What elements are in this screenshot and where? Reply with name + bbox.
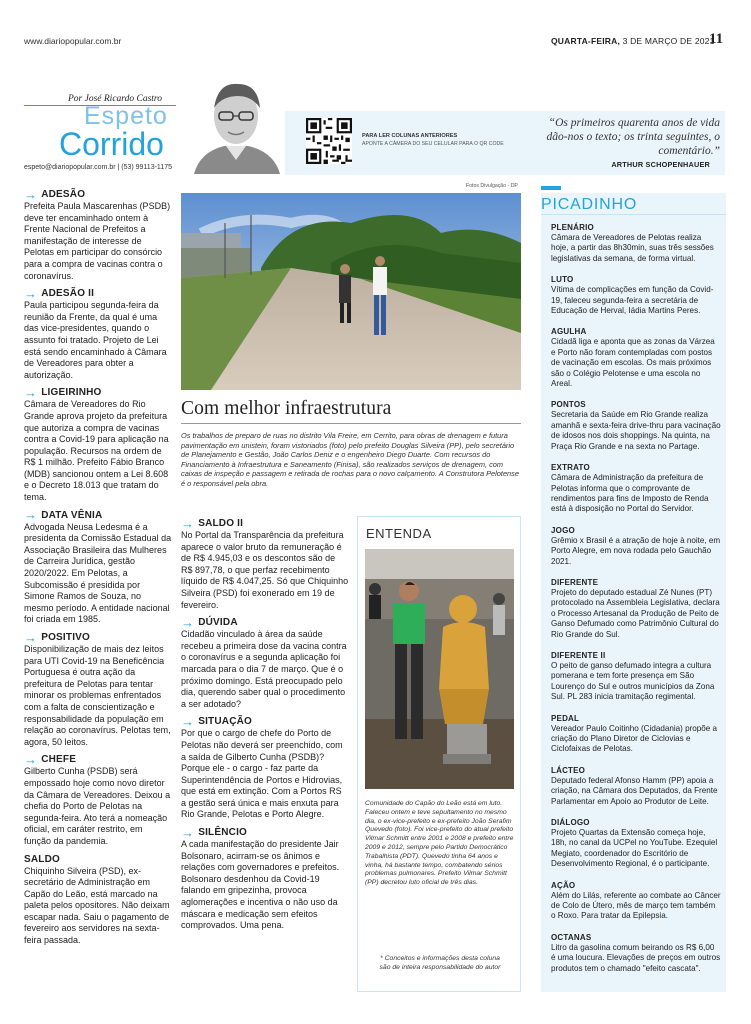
news-item [181, 517, 349, 611]
picadinho-item-title: PONTOS [551, 400, 586, 410]
news-item-text: Paula participou segunda-feira da reunião da Frente, da qual é uma das vice-presidentes, quando o assunto foi tratado. Projeto de Lei está sendo encaminhado à Câmara de Vereadores para obter a autorização. [24, 300, 167, 380]
news-item-text: Câmara de Vereadores do Rio Grande aprova projeto da prefeitura que autoriza a compra de vacinas contra a Covid-19 para aplicação na população. Recursos na ordem de R$ 1 milhão. Prefeito Fábio Branco (MDB) sancionou ontem a Lei 8.608 e o Decreto 18.013 que tratam do tema. [24, 399, 169, 503]
news-item-text: No Portal da Transparência da prefeitura aparece o valor bruto da remuneração é de R$ 4.945,03 e os descontos são de R$ 897,78, o que perfaz recebimento líquido de R$ 4.047,25. Só que Chiquinho Silveira (PSD) foi exonerado em 19 de fevereiro. [181, 530, 349, 610]
picadinho-item-title: DIFERENTE II [551, 650, 606, 660]
picadinho-item-text: O peito de ganso defumado integra a cultura pomerana e tem forte presença em São Lourenço do Sul e outros municípios da Zona Sul. PL 283 inicia tramitação regimental. [551, 660, 715, 702]
road-works-photo [181, 193, 521, 390]
epigraph-author: ARTHUR SCHOPENHAUER [611, 160, 710, 169]
news-item-text: Disponibilização de mais dez leitos para UTI Covid-19 na Beneficência Portuguesa é outra ação da prefeitura de Pelotas para tentar minorar os problemas enfrentados com a falta de conscientização e responsabilidade da população em relação ao coronavírus. Pelotas tem, agora, 50 leitos. [24, 644, 171, 747]
news-item-text: Cidadão vinculado à área da saúde recebeu a primeira dose da vacina contra o coronavírus e a segunda aplicação foi marcada para o dia 7 de março. Que é o próximo domingo. Está preocupado pelo dia, querendo saber qual o procedimento a ser adotado? [181, 629, 347, 709]
picadinho-item-title: LÁCTEO [551, 765, 586, 775]
author-disclaimer: * Conceitos e informações desta coluna são de inteira responsabilidade do autor [379, 955, 501, 971]
picadinho-item-text: Deputado federal Afonso Hamm (PP) apoia a criação, na Câmara dos Deputados, da Frente Parlamentar em Apoio ao Produtor de Leite. [551, 775, 718, 806]
site-url[interactable]: www.diariopopular.com.br [24, 36, 122, 46]
qr-subtitle: APONTE A CÂMERA DO SEU CELULAR PARA O QR CODE [362, 141, 504, 147]
picadinho-item-text: Projeto do deputado estadual Zé Nunes (PT) protocolado na Assembleia Legislativa, declara o Processo Artesanal da Produção de Peito de Ganso Defumado como Patrimônio Cultural do Rio Grande do Sul. [551, 587, 720, 639]
picadinho-item-text: Cidadã liga e aponta que as zonas da Várzea e Porto não foram contempladas com postos de vacinação em escolas. Os mais próximos são o Colégio Pelotense e uma escola no Areal. [551, 337, 715, 389]
feature-caption: Os trabalhos de preparo de ruas no distrito Vila Freire, em Cerrito, para obras de drenagem e futura pavimentação em unistein, foram vistoriados (foto) pelo prefeito Douglas Silveira (PP), pelo secretário de Planejamento e Gestão, João Carlos Deniz e o engenheiro Diego Duarte. Com recursos do Financiamento à Infraestrutura e Saneamento (Finisa), são realizados serviços de drenagem, com caixas de inspeção e passagem e retirada de rochas para o novo calçamento. A Construtora Pelotense é o responsável pela obra. [181, 431, 519, 488]
picadinho-item-text: Grêmio x Brasil é a atração de hoje à noite, em Porto Alegre, em nova rodada pelo Gauchão 2021. [551, 535, 721, 566]
news-item-text: A cada manifestação do presidente Jair Bolsonaro, acirram-se os ânimos e relações com governadores e prefeitos. Bolsonaro desdenhou da Covid-19 falando em gripezinha, provoca aglomerações e incentiva o não uso da máscara e medicação sem efeitos comprovados. Uma pena. [181, 839, 340, 931]
picadinho-item-title: JOGO [551, 525, 575, 535]
picadinho-item-title: PEDAL [551, 713, 580, 723]
picadinho-item [551, 275, 721, 316]
news-item-title: DÚVIDA [198, 617, 238, 629]
news-item-title: SILÊNCIO [198, 827, 248, 839]
page-number: 11 [709, 31, 724, 47]
photo-credit: Fotos Divulgação - DP [466, 183, 518, 189]
picadinho-item [551, 223, 721, 264]
column-title-top: Espeto [84, 102, 168, 130]
picadinho-item [551, 818, 721, 870]
news-item-title: POSITIVO [41, 632, 91, 643]
dateline [551, 36, 715, 46]
arrow-right-icon: → [24, 751, 38, 767]
picadinho-item-title: LUTO [551, 275, 574, 285]
picadinho-item-text: Vereador Paulo Coitinho (Cidadania) propõe a criação do Plano Diretor de Ciclovias e Ciclofaixas de Pelotas. [551, 723, 718, 754]
news-item-text: Advogada Neusa Ledesma é a presidenta da Comissão Estadual da Associação Brasileira das Mulheres de Carreira Jurídica, gestão 2020/2022. Em Pelotas, a Subcomissão é presidida por Simone Ramos de Souza, no mesmo período. A entidade nacional foi criada em 1985. [24, 521, 172, 625]
entenda-title: ENTENDA [366, 526, 432, 541]
columnist-portrait [186, 74, 286, 174]
byline: Por José Ricardo Castro [68, 94, 163, 104]
arrow-right-icon: → [181, 713, 195, 729]
news-item-title: LIGEIRINHO [41, 387, 102, 399]
arrow-right-icon: → [181, 515, 195, 531]
picadinho-item-text: Câmara de Vereadores de Pelotas realiza hoje, a partir das 8h30min, suas três sessões legislativas da semana, de forma virtual. [551, 233, 714, 263]
picadinho-rule [541, 214, 726, 215]
news-item-text: Prefeita Paula Mascarenhas (PSDB) deve ter encaminhado ontem à Frente Nacional de Prefeitos a manifestação de interesse de Pelotas em participar do consórcio para a compra de vacinas contra o coronavírus. [24, 201, 171, 281]
picadinho-item-title: DIFERENTE [551, 577, 599, 587]
arrow-right-icon: → [24, 629, 38, 645]
picadinho-item [551, 881, 721, 922]
picadinho-item-title: EXTRATO [551, 463, 590, 473]
news-item [24, 753, 172, 847]
entenda-caption: Comunidade do Capão do Leão está em luto. Faleceu ontem e teve sepultamento no mesmo dia, o ex-vice-prefeito e ex-prefeito João Serafim Quevedo (foto). Foi vice-prefeito do atual prefeito Vilmar Schmitt entre 2001 e 2008 e prefeito entre 2009 e 2012, sempre pelo Partido Democrático Trabalhista (PDT). Quevedo tinha 64 anos e vinha, há bastante tempo, combatendo sérios problemas pulmonares. Prefeito Vilmar Schmitt (PP) decretou luto oficial de três dias. [365, 800, 514, 887]
news-item [24, 386, 172, 503]
picadinho-title: PICADINHO [541, 196, 638, 213]
news-item [181, 715, 349, 821]
picadinho-item [551, 651, 721, 703]
feature-headline: Com melhor infraestrutura [181, 398, 392, 419]
arrow-right-icon: → [24, 507, 38, 523]
dateline-weekday: QUARTA-FEIRA, [551, 36, 621, 46]
news-item-title: ADESÃO [41, 189, 86, 200]
news-item-title: SITUAÇÃO [198, 716, 253, 728]
qr-code-icon[interactable] [306, 118, 352, 164]
arrow-right-icon: → [24, 186, 38, 202]
middle-column [181, 517, 349, 937]
picadinho-item-title: OCTANAS [551, 932, 592, 942]
news-item-title: ADESÃO II [41, 288, 95, 300]
news-item [24, 188, 172, 282]
picadinho-list [551, 223, 721, 974]
contact-info: espeto@diariopopular.com.br | (53) 99113-1175 [24, 164, 172, 171]
news-item [181, 616, 349, 710]
news-item [24, 631, 172, 748]
picadinho-item-text: Câmara de Administração da prefeitura de Pelotas informa que o comprovante de rendimentos para fins de Imposto de Renda está à disposição no Portal do Servidor. [551, 473, 709, 514]
arrow-right-icon: → [24, 384, 38, 400]
picadinho-item [551, 578, 721, 640]
news-item-title: DATA VÊNIA [41, 509, 103, 521]
dateline-date: 3 DE MARÇO DE 2021 [622, 36, 715, 46]
arrow-right-icon: → [181, 614, 195, 630]
picadinho-item-title: AÇÃO [551, 880, 576, 890]
news-item-title: SALDO II [198, 518, 244, 529]
news-item [181, 826, 349, 932]
picadinho-item-text: Vítima de complicações em função da Covid-19, faleceu segunda-feira a secretária de Educação de Herval, Iádia Martins Peres. [551, 285, 714, 316]
picadinho-item-title: PLENÁRIO [551, 223, 594, 232]
left-column [24, 188, 172, 952]
picadinho-item [551, 766, 721, 807]
column-title-bottom: Corrido [59, 126, 164, 162]
news-item-title: CHEFE [41, 754, 77, 766]
picadinho-item-title: AGULHA [551, 327, 587, 337]
news-item-text: Chiquinho Silveira (PSD), ex-secretário de Administração em Capão do Leão, está marcado na paleta pelos opositores. Não deixam escapar nada. Saiu o pagamento de fevereiro aos servidores na sexta-feira passada. [24, 865, 170, 946]
qr-title: PARA LER COLUNAS ANTERIORES [362, 133, 458, 139]
headline-rule [181, 423, 521, 424]
epigraph-quote: “Os primeiros quarenta anos de vida dão-nos o texto; os trinta seguintes, o comentário.” [546, 117, 720, 157]
picadinho-item-title: DIÁLOGO [551, 818, 590, 828]
picadinho-item [551, 327, 721, 389]
picadinho-item [551, 714, 721, 755]
picadinho-item [551, 463, 721, 515]
picadinho-accent [541, 186, 561, 190]
picadinho-item-text: Projeto Quartas da Extensão começa hoje, 18h, no canal da UCPel no YouTube. Ezequiel Megiato, coordenador do Escritório de Desenvolvimento Regional, é o participante. [551, 828, 718, 869]
news-item [24, 509, 172, 626]
arrow-right-icon: → [24, 285, 38, 301]
news-item-text: Por que o cargo de chefe do Porto de Pelotas não deverá ser preenchido, com a saída de Gilberto Cunha (PSDB)? Porque ele - o cargo - faz parte da Superintendência de Portos e Hidrovias, que está em extinção. Com a Portos RS a gestão será única e mais enxuta para Rio Grande, Pelotas e Porto Alegre. [181, 728, 343, 820]
picadinho-item [551, 526, 721, 567]
news-item-text: Gilberto Cunha (PSDB) será empossado hoje como novo diretor da Câmara de Vereadores. Deixou a chefia do Porto de Pelotas na segunda-feira. Ato terá a nomeação oficial, em caráter restrito, em função da pandemia. [24, 766, 171, 846]
news-item [24, 853, 172, 947]
news-item-title: SALDO [24, 853, 60, 865]
picadinho-item-text: Litro da gasolina comum beirando os R$ 6,00 é uma loucura. Elevações de preços em outros produtos tem o chamado "efeito cascata". [551, 942, 721, 973]
arrow-right-icon: → [181, 824, 195, 840]
picadinho-item-text: Secretaria da Saúde em Rio Grande realiza amanhã e sexta-feira drive-thru para vacinação de idosos nos dois shoppings. Na quinta, na Praça Rio Grande e na sexta no Partage. [551, 410, 721, 451]
picadinho-item-text: Além do Lilás, referente ao combate ao Câncer de Colo de Útero, mês de março tem também o Roxo. Para tratar da Epilepsia. [551, 890, 721, 921]
picadinho-item [551, 400, 721, 452]
news-item [24, 287, 172, 381]
picadinho-item [551, 933, 721, 974]
memorial-photo [365, 549, 514, 789]
